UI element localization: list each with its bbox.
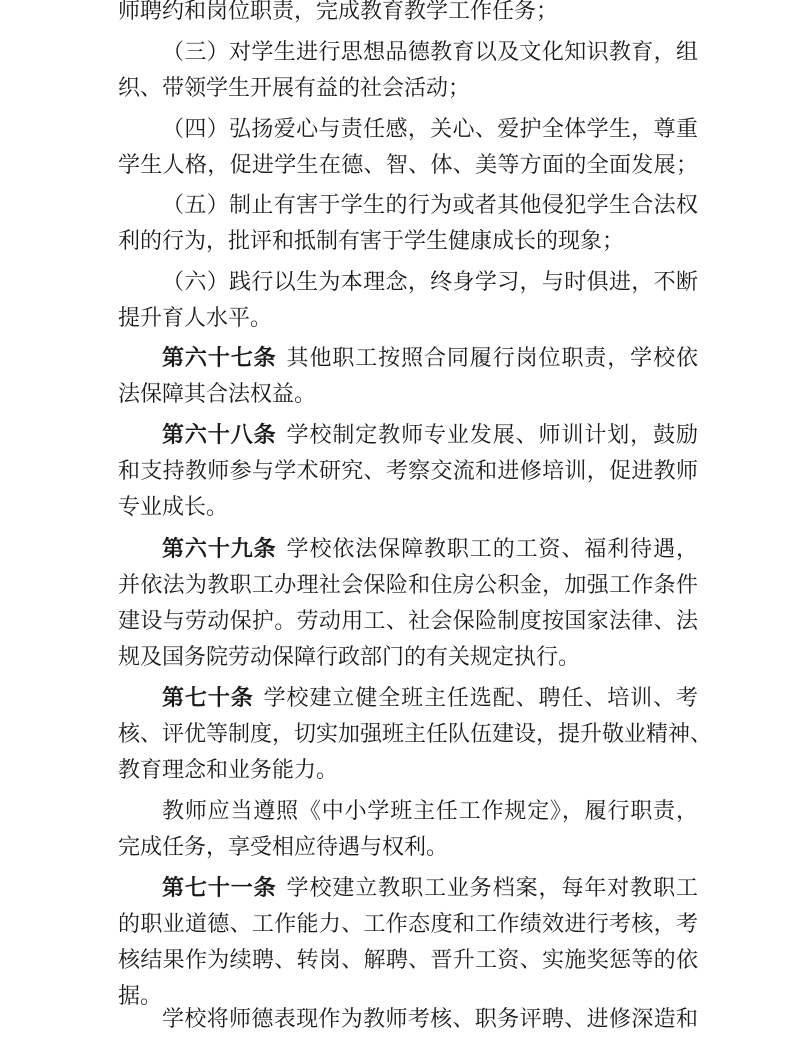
- text-line: 完成任务，享受相应待遇与权利。: [118, 835, 449, 860]
- article-line: 第七十一条 学校建立教职工业务档案，每年对教职工: [162, 876, 698, 901]
- text-line: 专业成长。: [118, 495, 229, 520]
- text-line: （三）对学生进行思想品德教育以及文化知识教育，组: [162, 40, 698, 65]
- article-line: 第六十七条 其他职工按照合同履行岗位职责，学校依: [162, 346, 698, 371]
- clipped-text-line: 学校将师德表现作为教师考核、职务评聘、进修深造和: [162, 1007, 698, 1032]
- text-line: 规及国务院劳动保障行政部门的有关规定执行。: [118, 645, 581, 670]
- text-line: 教育理念和业务能力。: [118, 758, 339, 783]
- text-line: 法保障其合法权益。: [118, 382, 317, 407]
- text-line: 师聘约和岗位职责，完成教育教学工作任务；: [118, 0, 559, 24]
- text-line: 利的行为，批评和抵制有害于学生健康成长的现象；: [118, 229, 625, 254]
- text-line: 教师应当遵照《中小学班主任工作规定》，履行职责，: [162, 799, 698, 824]
- article-heading: 第七十一条: [162, 876, 277, 901]
- text-line: 和支持教师参与学术研究、考察交流和进修培训，促进教师: [118, 459, 698, 484]
- text-line: 并依法为教职工办理社会保险和住房公积金，加强工作条件: [118, 573, 698, 598]
- text-line: 据。: [118, 984, 163, 1009]
- text-line: 建设与劳动保护。劳动用工、社会保险制度按国家法律、法: [118, 609, 698, 634]
- text-line: 核结果作为续聘、转岗、解聘、晋升工资、实施奖惩等的依: [118, 948, 698, 973]
- text-line: （四）弘扬爱心与责任感，关心、爱护全体学生，尊重: [162, 117, 698, 142]
- article-heading: 第六十八条: [162, 423, 277, 448]
- text-line: （六）践行以生为本理念，终身学习，与时俱进，不断: [162, 270, 698, 295]
- article-heading: 第六十七条: [162, 346, 277, 371]
- article-line: 第七十条 学校建立健全班主任选配、聘任、培训、考: [162, 686, 698, 711]
- text-line: 织、带领学生开展有益的社会活动；: [118, 76, 471, 101]
- text-line: 核、评优等制度，切实加强班主任队伍建设，提升敬业精神、: [118, 722, 713, 747]
- article-heading: 第六十九条: [162, 537, 277, 562]
- text-line: 学生人格，促进学生在德、智、体、美等方面的全面发展；: [118, 153, 698, 178]
- text-line: 提升育人水平。: [118, 306, 273, 331]
- article-line: 第六十八条 学校制定教师专业发展、师训计划，鼓励: [162, 423, 698, 448]
- article-heading: 第七十条: [162, 686, 254, 711]
- text-line: （五）制止有害于学生的行为或者其他侵犯学生合法权: [162, 193, 698, 218]
- article-line: 第六十九条 学校依法保障教职工的工资、福利待遇，: [162, 537, 698, 562]
- text-line: 的职业道德、工作能力、工作态度和工作绩效进行考核，考: [118, 912, 698, 937]
